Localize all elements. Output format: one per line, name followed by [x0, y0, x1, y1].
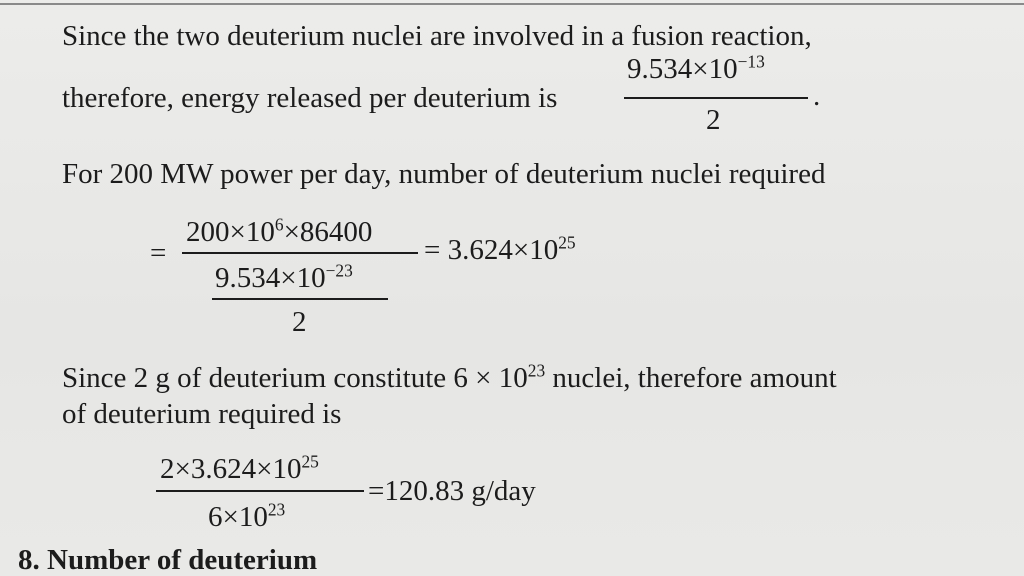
energy-fraction-denominator: 2 — [706, 104, 721, 136]
energy-fraction-bar — [624, 97, 808, 99]
power-fraction-bar — [182, 252, 418, 254]
eq-equals-sign: = — [150, 237, 167, 269]
para1-period: . — [813, 80, 821, 112]
mass-fraction-denominator: $6\times 10^{23}$ — [208, 499, 286, 533]
inner-fraction-numerator: $9.534\times 10^{-23}$ — [215, 260, 353, 294]
para1-line2-prefix: therefore, energy released per deuterium is — [62, 82, 558, 114]
mass-fraction-numerator: $2\times 3.624\times 10^{25}$ — [160, 451, 319, 485]
para1-line2 — [62, 84, 557, 113]
para1-line1: Since the two deuterium nuclei are involved in a fusion reaction, — [62, 20, 812, 52]
mass-fraction-bar — [156, 490, 364, 492]
power-fraction-numerator: $200\times 10^6\times 86400$ — [186, 214, 373, 248]
inner-fraction-denominator: 2 — [292, 306, 307, 338]
next-question-cutoff: 8. Number of deuterium — [18, 544, 318, 576]
para3-line2: of deuterium required is — [62, 398, 342, 430]
inner-fraction-bar — [212, 298, 388, 300]
page-top-rule — [0, 3, 1024, 5]
mass-result: =120.83 g/day — [368, 475, 536, 507]
nuclei-result: = $3.624\times 10^{25}$ — [424, 232, 576, 266]
para2-line1: For 200 MW power per day, number of deuterium nuclei required — [62, 158, 826, 190]
para3-line1: Since 2 g of deuterium constitute $6 \times 10^{23}$ nuclei, therefore amount — [62, 360, 837, 394]
energy-fraction-numerator: $9.534\times 10^{-13}$ — [627, 51, 765, 85]
